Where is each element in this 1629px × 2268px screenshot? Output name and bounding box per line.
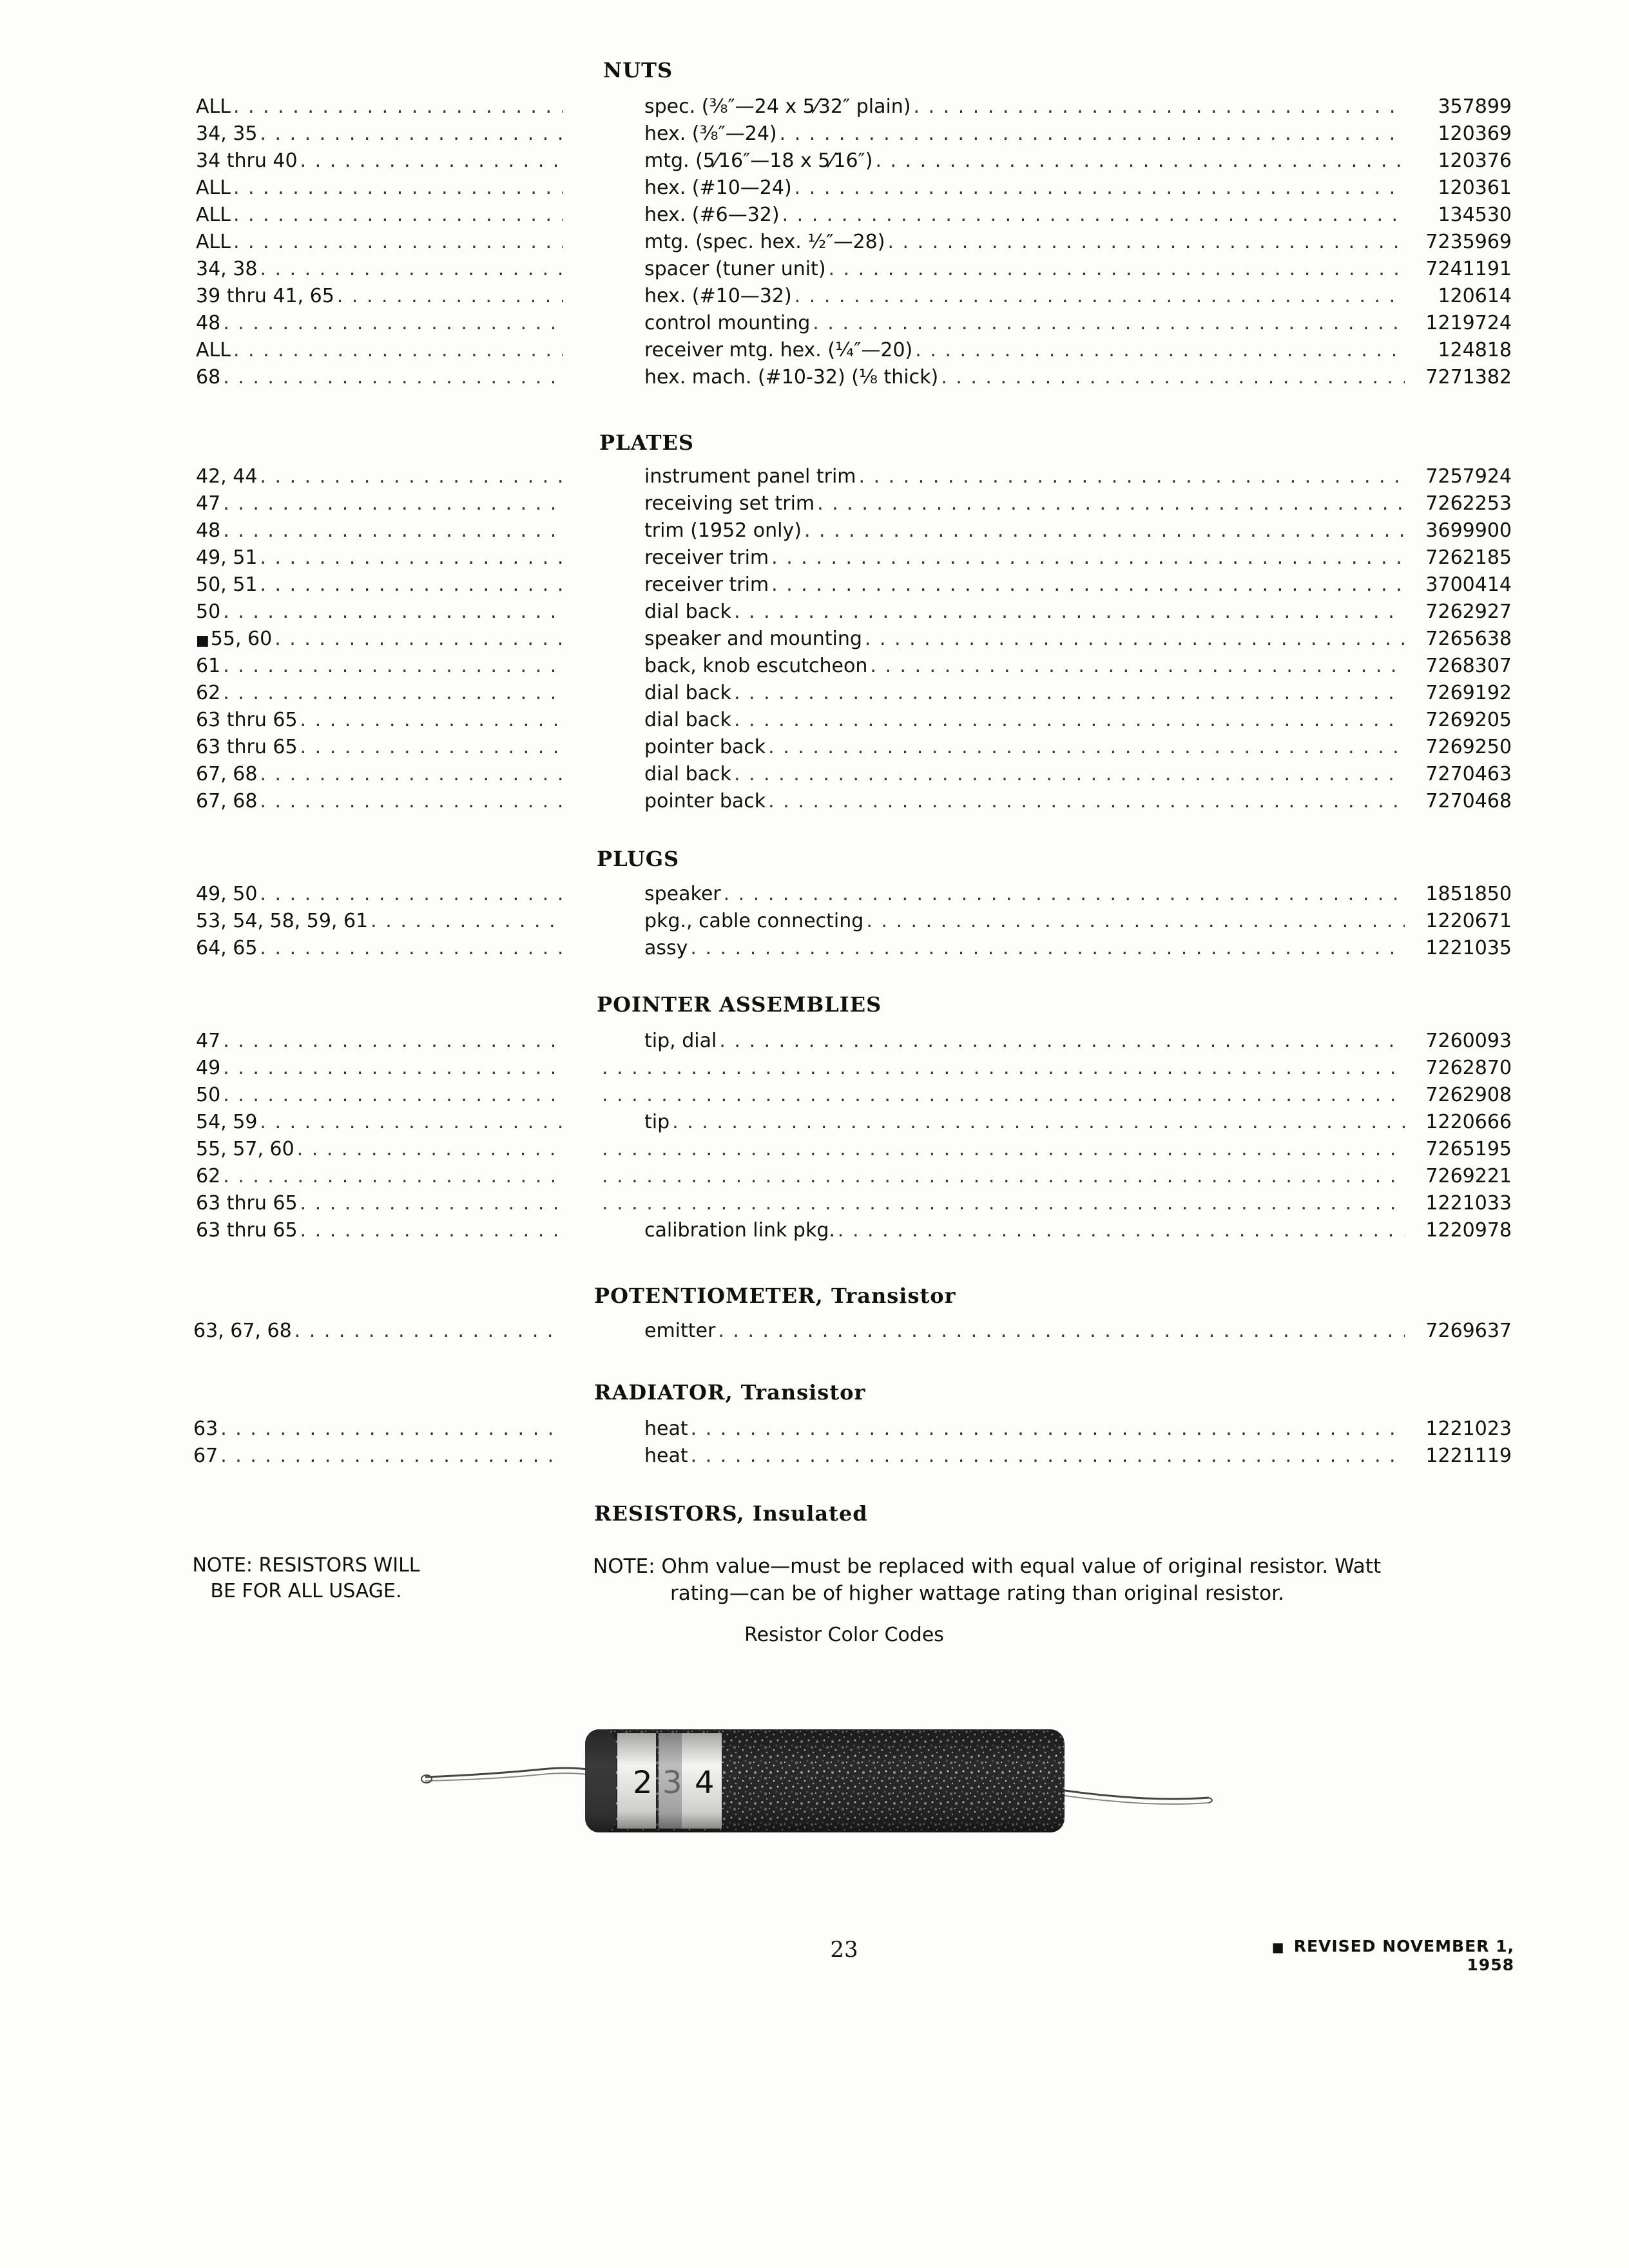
usage-label: 68 [196,366,221,389]
part-number: 3699900 [1425,519,1512,542]
table-row [0,1057,1629,1084]
part-number: 3700414 [1425,573,1512,596]
part-number: 1220978 [1425,1219,1512,1242]
table-row [0,1445,1629,1472]
revision-mark: ■ [1271,1939,1285,1955]
table-row [0,285,1629,312]
table-row [0,465,1629,492]
usage-label: ALL [196,204,231,226]
usage-label: 49, 50 [196,883,258,905]
usage-label: 50 [196,601,221,623]
usage-label: 63 [193,1418,218,1440]
table-row [0,519,1629,546]
usage-label: 63 thru 65 [196,1192,298,1215]
part-number: 7270468 [1425,790,1512,812]
table-row [0,1165,1629,1192]
part-description: hex. (⅜″—24) [644,122,777,145]
part-number: 7269221 [1425,1165,1512,1187]
part-number: 1221033 [1425,1192,1512,1215]
table-row [0,601,1629,628]
part-number: 120361 [1438,177,1512,199]
resistor-caption: Resistor Color Codes [744,1624,944,1646]
usage-label: 55, 57, 60 [196,1138,294,1160]
part-description: pointer back [644,790,766,812]
section-heading-pointer-assemblies: POINTER ASSEMBLIES [597,992,882,1017]
part-number: 7269637 [1425,1320,1512,1342]
resistor-illustration [412,1707,1224,1849]
part-number: 357899 [1438,95,1512,118]
usage-label: 50, 51 [196,573,258,596]
usage-label: ALL [196,339,231,361]
usage-label: ALL [196,177,231,199]
table-row [0,883,1629,910]
table-row [0,231,1629,258]
part-number: 1220671 [1425,910,1512,932]
usage-label: 67, 68 [196,763,258,785]
part-description: control mounting [644,312,811,334]
table-row [0,709,1629,736]
part-number: 7262927 [1425,601,1512,623]
part-number: 7265195 [1425,1138,1512,1160]
table-row [0,312,1629,339]
part-number: 120376 [1438,149,1512,172]
table-row [0,763,1629,790]
usage-label: 63 thru 65 [196,709,298,731]
usage-label: 61 [196,655,221,677]
table-row [0,1192,1629,1219]
table-row [0,1138,1629,1165]
table-row [0,1111,1629,1138]
part-number: 1221035 [1425,937,1512,959]
usage-label: ALL [196,231,231,253]
usage-label: 48 [196,519,221,542]
table-row [0,1084,1629,1111]
note-line: BE FOR ALL USAGE. [210,1580,402,1602]
part-description: tip [644,1111,670,1133]
part-description: assy [644,937,688,959]
usage-label: 50 [196,1084,221,1106]
table-row [0,546,1629,573]
table-row [0,682,1629,709]
resistor-replacement-note [593,1553,1443,1607]
part-description: tip, dial [644,1030,717,1052]
table-row [0,910,1629,937]
table-row [0,258,1629,285]
section-heading-plugs: PLUGS [597,847,680,871]
table-row [0,1320,1629,1347]
part-number: 7262185 [1425,546,1512,569]
usage-label: 55, 60 [210,628,273,650]
section-heading-potentiometer: POTENTIOMETER, Transistor [594,1283,956,1308]
table-row [0,492,1629,519]
part-number: 7268307 [1425,655,1512,677]
usage-label: 63 thru 65 [196,1219,298,1242]
usage-label: 67, 68 [196,790,258,812]
part-description: calibration link pkg. [644,1219,835,1242]
part-description: receiver trim [644,573,769,596]
usage-label: 62 [196,1165,221,1187]
part-number: 7269250 [1425,736,1512,758]
page-number: 23 [830,1937,858,1963]
usage-label: 54, 59 [196,1111,258,1133]
part-description: mtg. (5⁄16″—18 x 5⁄16″) [644,149,873,172]
table-row [0,1030,1629,1057]
table-row [0,655,1629,682]
usage-label: 48 [196,312,221,334]
note-line: NOTE: RESISTORS WILL [192,1554,420,1577]
usage-label: 63, 67, 68 [193,1320,292,1342]
band-label-3: 4 [695,1765,715,1801]
part-description: spec. (⅜″—24 x 5⁄32″ plain) [644,95,911,118]
part-description: hex. (#10—24) [644,177,792,199]
part-number: 7262253 [1425,492,1512,515]
part-number: 7262870 [1425,1057,1512,1079]
part-description: receiver mtg. hex. (¼″—20) [644,339,913,361]
left-lead-wire [425,1768,588,1777]
part-number: 7269192 [1425,682,1512,704]
band-label-1: 2 [633,1765,653,1801]
table-row [0,1219,1629,1246]
table-row [0,177,1629,204]
table-row [0,122,1629,149]
part-number: 124818 [1438,339,1512,361]
revision-mark: ■ [196,633,209,649]
part-description: hex. (#6—32) [644,204,780,226]
left-lead-wire-shadow [425,1773,588,1781]
part-description: speaker and mounting [644,628,862,650]
usage-label: 34 thru 40 [196,149,298,172]
part-number: 7235969 [1425,231,1512,253]
part-number: 7270463 [1425,763,1512,785]
part-description: receiver trim [644,546,769,569]
section-heading-resistors: RESISTORS, Insulated [594,1501,868,1526]
part-description: pointer back [644,736,766,758]
section-heading-radiator: RADIATOR, Transistor [594,1380,866,1405]
part-description: dial back [644,682,731,704]
section-heading-plates: PLATES [599,430,694,455]
part-number: 7262908 [1425,1084,1512,1106]
table-row [0,339,1629,366]
part-number: 1221119 [1425,1445,1512,1467]
table-row [0,1418,1629,1445]
usage-label: 34, 35 [196,122,258,145]
usage-label: 39 thru 41, 65 [196,285,334,307]
part-description: hex. (#10—32) [644,285,792,307]
part-number: 1219724 [1425,312,1512,334]
usage-label: 49, 51 [196,546,258,569]
part-number: 120369 [1438,122,1512,145]
part-description: trim (1952 only) [644,519,802,542]
usage-label: 53, 54, 58, 59, 61 [196,910,369,932]
table-row [0,573,1629,601]
part-number: 7271382 [1425,366,1512,389]
band-label-2: 3 [662,1765,682,1801]
section-heading-nuts: NUTS [603,58,673,82]
part-description: heat [644,1418,688,1440]
part-description: dial back [644,763,731,785]
right-lead-tip [1209,1798,1212,1803]
part-number: 134530 [1438,204,1512,226]
table-row [0,149,1629,177]
usage-label: 47 [196,492,221,515]
body-shading [585,1729,1065,1832]
part-description: speaker [644,883,721,905]
table-row [0,95,1629,122]
note-line: rating—can be of higher wattage rating than original resistor. [670,1582,1284,1605]
table-row [0,937,1629,964]
part-description: pkg., cable connecting [644,910,864,932]
table-row [0,204,1629,231]
usage-label: 47 [196,1030,221,1052]
part-number: 7257924 [1425,465,1512,488]
part-number: 7260093 [1425,1030,1512,1052]
part-description: dial back [644,601,731,623]
table-row [0,790,1629,817]
usage-label: 34, 38 [196,258,258,280]
usage-label: 67 [193,1445,218,1467]
usage-label: 42, 44 [196,465,258,488]
resistor-usage-note [161,1553,451,1604]
part-description: heat [644,1445,688,1467]
usage-label: 63 thru 65 [196,736,298,758]
usage-label: 49 [196,1057,221,1079]
usage-label: 64, 65 [196,937,258,959]
part-description: dial back [644,709,731,731]
part-description: back, knob escutcheon [644,655,868,677]
part-description: emitter [644,1320,716,1342]
usage-label: ALL [196,95,231,118]
table-row [0,366,1629,393]
part-description: mtg. (spec. hex. ½″—28) [644,231,885,253]
part-number: 7241191 [1425,258,1512,280]
part-number: 1221023 [1425,1418,1512,1440]
part-number: 7269205 [1425,709,1512,731]
part-number: 1220666 [1425,1111,1512,1133]
part-description: receiving set trim [644,492,815,515]
part-number: 1851850 [1425,883,1512,905]
revision-date [1224,1937,1514,1974]
table-row [0,736,1629,763]
note-line: NOTE: Ohm value—must be replaced with equal value of original resistor. Watt [593,1555,1382,1578]
usage-label: 62 [196,682,221,704]
part-number: 7265638 [1425,628,1512,650]
part-number: 120614 [1438,285,1512,307]
part-description: spacer (tuner unit) [644,258,826,280]
part-description: instrument panel trim [644,465,856,488]
table-row [0,628,1629,655]
revision-text: REVISED NOVEMBER 1, 1958 [1293,1937,1514,1974]
part-description: hex. mach. (#10-32) (⅛ thick) [644,366,939,389]
